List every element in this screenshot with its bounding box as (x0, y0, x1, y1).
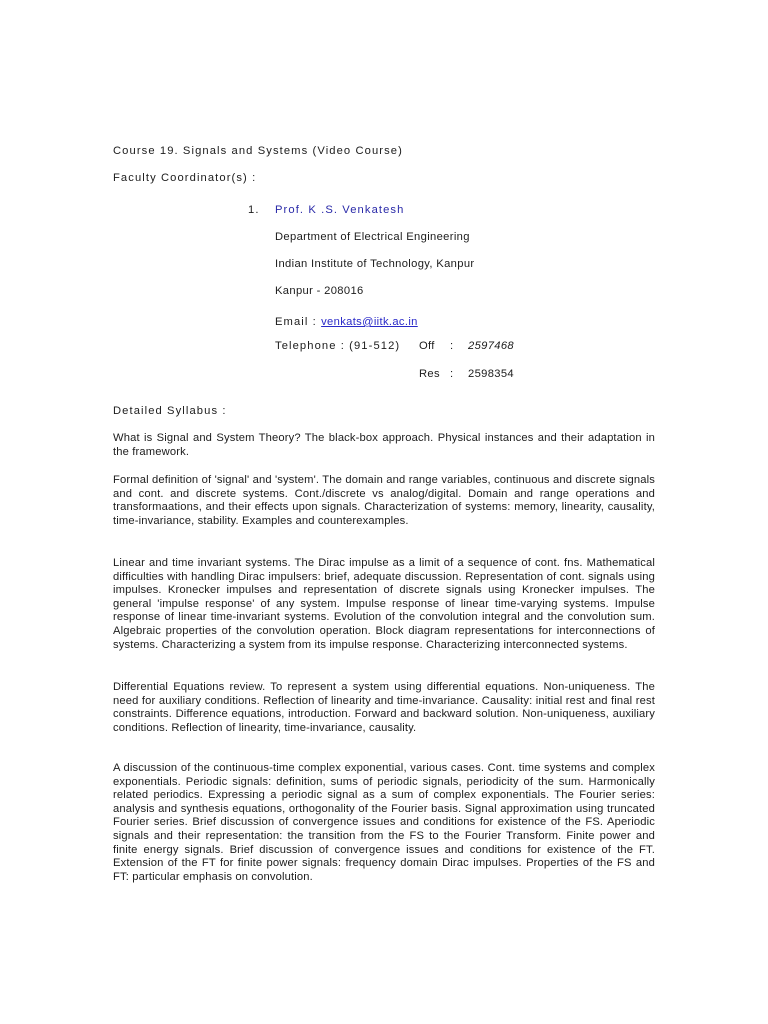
syllabus-heading: Detailed Syllabus : (113, 405, 227, 417)
email-label: Email : (275, 316, 322, 328)
paragraph-text: What is Signal and System Theory? The black-box approach. Physical instances and their adaptation in the framework. (113, 432, 655, 458)
syllabus-paragraph-3 (113, 557, 655, 652)
faculty-coordinator-label: Faculty Coordinator(s) : (113, 172, 257, 184)
institute: Indian Institute of Technology, Kanpur (275, 258, 475, 270)
email-line (275, 316, 418, 330)
residence-label: Res (419, 368, 440, 380)
syllabus-paragraph-1 (113, 432, 655, 459)
coordinator-name: Prof. K .S. Venkatesh (275, 204, 405, 216)
office-number: 2597468 (468, 340, 515, 352)
residence-number: 2598354 (468, 368, 515, 380)
department: Department of Electrical Engineering (275, 231, 470, 243)
office-label: Off (419, 340, 435, 352)
paragraph-text: Formal definition of 'signal' and 'system'. The domain and range variables, continuous and discrete signals and cont. and discrete systems. Cont./discrete vs analog/digital. Domain and range operations and transformaations, and their effects upon signals. Characterization of systems: memory, linearity, causality, time-invariance, stability. Examples and counterexamples. (113, 474, 655, 527)
syllabus-paragraph-4 (113, 681, 655, 735)
email-link[interactable]: venkats@iitk.ac.in (321, 316, 418, 328)
office-colon: : (450, 340, 454, 352)
paragraph-text: Differential Equations review. To represent a system using differential equations. Non-uniqueness. The need for auxiliary conditions. Reflection of linearity and time-invariance. Causality: initial rest and final rest constraints. Difference equations, introduction. Forward and backward solution. Non-uniqueness, auxiliary conditions. Reflection of linearity, time-invariance, causality. (113, 681, 655, 734)
city-pin: Kanpur - 208016 (275, 285, 364, 297)
coordinator-number: 1. (248, 204, 260, 216)
telephone-label: Telephone : (91-512) (275, 340, 401, 352)
residence-colon: : (450, 368, 454, 380)
syllabus-paragraph-2 (113, 474, 655, 528)
course-title: Course 19. Signals and Systems (Video Course) (113, 145, 403, 157)
syllabus-paragraph-5 (113, 762, 655, 884)
paragraph-text: A discussion of the continuous-time complex exponential, various cases. Cont. time systems and complex exponentials. Periodic signals: definition, sums of periodic signals, periodicity of the sum. Harmonically related periodics. Expressing a periodic signal as a sum of complex exponentials. The Fourier series: analysis and synthesis equations, orthogonality of the Fourier basis. Signal approximation using truncated Fourier series. Brief discussion of convergence issues and conditions for existence of the FS. Aperiodic signals and their representation: the transition from the FS to the Fourier Transform. Finite power and finite energy signals. Brief discussion of convergence issues and conditions for existence of the FT. Extension of the FT for finite power signals: frequency domain Dirac impulses. Properties of the FS and FT: particular emphasis on convolution. (113, 762, 655, 883)
paragraph-text: Linear and time invariant systems. The Dirac impulse as a limit of a sequence of cont. fns. Mathematical difficulties with handling Dirac impulsers: brief, adequate discussion. Representation of cont. signals using impulses. Kronecker impulses and representation of discrete signals using Kronecker impulses. The general 'impulse response' of any system. Impulse response of linear time-varying systems. Impulse response of linear time-invariant systems. Evolution of the convolution integral and the convolution sum. Algebraic properties of the convolution operation. Block diagram representations for interconnections of systems. Characterizing a system from its impulse response. Characterizing interconnected systems. (113, 557, 655, 651)
